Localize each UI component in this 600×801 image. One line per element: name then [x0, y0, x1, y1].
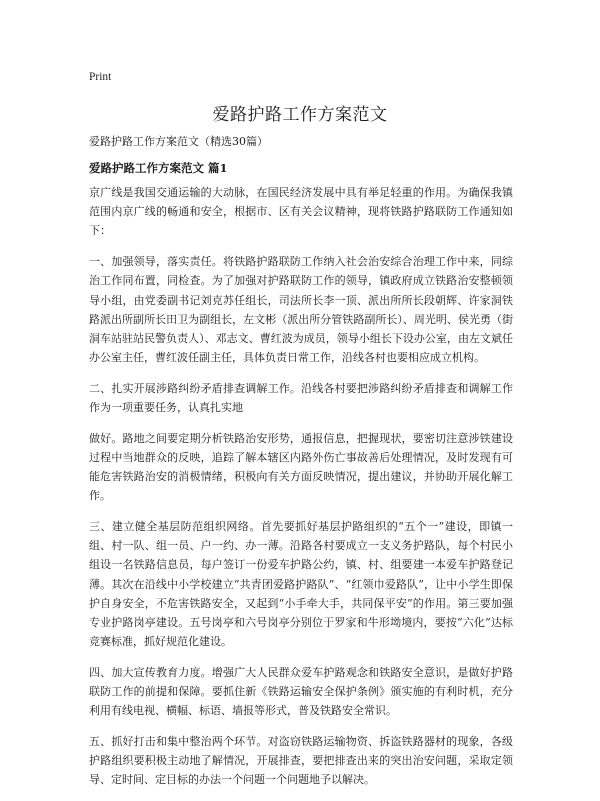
- document-subtitle: 爱路护路工作方案范文（精选30篇）: [89, 135, 268, 148]
- section-title: 爱路护路工作方案范文 篇1: [89, 161, 228, 175]
- article-body: [89, 183, 513, 801]
- paragraph: 二、扎实开展涉路纠纷矛盾排查调解工作。沿线各村要把涉路纠纷矛盾排查和调解工作作为一项重要任务，认真扎实地: [89, 381, 513, 415]
- paragraph: 四、加大宣传教育力度。增强广大人民群众爱车护路观念和铁路安全意识，是做好护路联防工作的前提和保障。要抓住新《铁路运输安全保护条例》颁实施的有利时机，充分利用有线电视、横幅、标语、墙报等形式，普及铁路安全常识。: [89, 665, 513, 718]
- paragraph: 三、建立健全基层防范组织网络。首先要抓好基层护路组织的“五个一”建设，即镇一组、村一队、组一员、户一约、办一薄。沿路各村要成立一支义务护路队，每个村民小组设一名铁路信息员，每户签订一份爱车护路公约，镇、村、组要建一本爱车护路登记薄。其次在沿线中小学校建立“共青团爱路护路队”、“红领巾爱路队”，让中小学生即保护自身安全，不危害铁路安全，又起到“小手牵大手，共同保平安”的作用。第三要加强专业护路岗亭建设。五号岗亭和六号岗亭分别位于罗家和牛形坳境内，要按“六化”达标竞赛标准，抓好规范化建设。: [89, 520, 513, 649]
- print-link[interactable]: Print: [89, 71, 112, 83]
- document-title: 爱路护路工作方案范文: [212, 105, 388, 125]
- paragraph: 做好。路地之间要定期分析铁路治安形势，通报信息，把握现状，要密切注意涉铁建设过程中当地群众的反映，追踪了解本辖区内路外伤亡事故善后处理情况，及时发现有可能危害铁路治安的消极情绪，积极向有关方面反映情况，提出建议，并协助开展化解工作。: [89, 431, 513, 503]
- paragraph: 一、加强领导，落实责任。将铁路护路联防工作纳入社会治安综合治理工作中来，同综治工作同布置，同检查。为了加强对护路联防工作的领导，镇政府成立铁路治安整顿领导小组，由党委副书记刘克苏任组长，司法所长李一顶、派出所所长段朝辉、许家洞铁路派出所副所长田卫为副组长，左文彬（派出所分管铁路副所长）、周光明、侯光勇（街洞车站驻站民警负责人）、邓志文、曹红波为成员，领导小组长下设办公室，由左文斌任办公室主任，曹红波任副主任，具体负责日常工作，沿线各村也要相应成立机构。: [89, 255, 513, 365]
- paragraph: 京广线是我国交通运输的大动脉，在国民经济发展中具有举足轻重的作用。为确保我镇范围内京广线的畅通和安全，根据市、区有关会议精神，现将铁路护路联防工作通知如下：: [89, 186, 513, 238]
- paragraph: 五、抓好打击和集中整治两个环节。对盗窃铁路运输物资、拆盗铁路器材的现象，各级护路组织要积极主动地了解情况，开展排查，要把排查出来的突出治安问题，采取定领导、定时间、定目标的办法一个问题一个问题地予以解决。: [89, 735, 513, 787]
